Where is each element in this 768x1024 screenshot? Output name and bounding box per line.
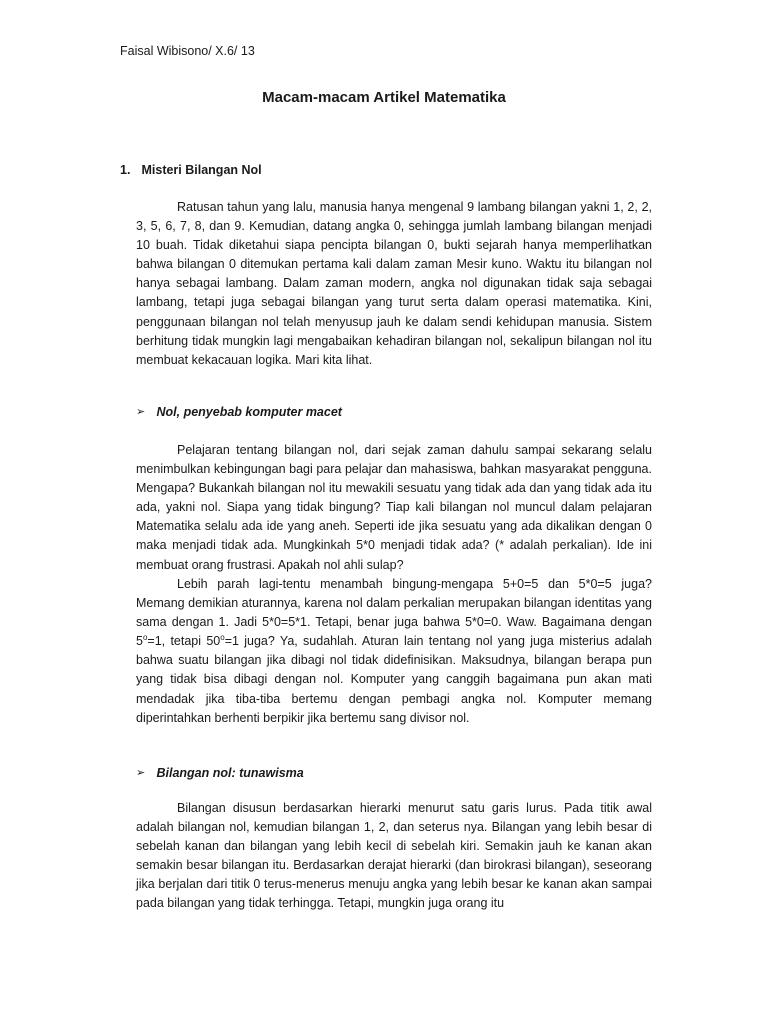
arrow-bullet-icon: ➢	[136, 767, 146, 779]
paragraph-lebih-parah	[136, 575, 652, 728]
paragraph-text: =1, tetapi 50	[147, 634, 221, 649]
subheading-label: Bilangan nol: tunawisma	[156, 766, 304, 780]
intro-paragraph: Ratusan tahun yang lalu, manusia hanya mengenal 9 lambang bilangan yakni 1, 2, 2, 3, 5, 6, 7, 8, dan 9. Kemudian, datang angka 0, sehingga jumlah lambang bilangan menjadi 10 buah. Tidak diketahui siapa pencipta bilangan 0, bukti sejarah hanya memperlihatkan bahwa bilangan 0 ditemukan pertama kali dalam zaman Mesir kuno. Waktu itu bilangan nol hanya sebagai lambang. Dalam zaman modern, angka nol digunakan tidak saja sebagai lambang, tetapi juga sebagai bilangan yang turut serta dalam operasi matematika. Kini, penggunaan bilangan nol telah menyusup jauh ke dalam sendi kehidupan manusia. Sistem berhitung tidak mungkin lagi mengabaikan kehadiran bilangan nol, sekalipun bilangan nol itu membuat kekacauan logika. Mari kita lihat.	[136, 200, 652, 367]
paragraph-text: =1 juga? Ya, sudahlah. Aturan lain tentang nol yang juga misterius adalah bahwa suatu bilangan jika dibagi nol tidak didefinisikan. Maksudnya, bilangan berapa pun yang tidak bisa dibagi dengan nol. Komputer yang canggih bagaimana pun akan mati mendadak jika tiba-tiba bertemu dengan pembagi angka nol. Komputer memang diperintahkan berhenti berpikir jika bertemu sang divisor nol.	[136, 634, 652, 725]
arrow-bullet-icon: ➢	[136, 406, 146, 418]
subheading-label: Nol, penyebab komputer macet	[156, 405, 342, 419]
subheading-komputer-macet	[136, 405, 342, 419]
document-title: Macam-macam Artikel Matematika	[262, 89, 506, 106]
section-number: 1.	[120, 163, 131, 177]
paragraph-text: Lebih parah lagi-tentu menambah bingung-mengapa 5+0=5 dan 5*0=5 juga? Memang demikian aturannya, karena nol dalam perkalian merupakan bilangan identitas yang sama dengan 1. Jadi 5*0=5*1. Tetapi, benar juga bahwa 5*0=0. Waw. Bagaimana dengan 5	[136, 577, 652, 649]
section-heading	[120, 163, 262, 177]
paragraph-kebingungan: Pelajaran tentang bilangan nol, dari sejak zaman dahulu sampai sekarang selalu menimbulkan kebingungan bagi para pelajar dan mahasiswa, bahkan masyarakat pengguna. Mengapa? Bukankah bilangan nol itu mewakili sesuatu yang tidak ada dan yang tidak ada itu ada, yakni nol. Siapa yang tidak bingung? Tiap kali bilangan nol muncul dalam pelajaran Matematika selalu ada ide yang aneh. Seperti ide jika sesuatu yang ada dikalikan dengan 0 maka menjadi tidak ada. Mungkinkah 5*0 menjadi tidak ada? (* adalah perkalian). Ide ini membuat orang frustrasi. Apakah nol ahli sulap?	[136, 443, 652, 572]
paragraph-hierarki: Bilangan disusun berdasarkan hierarki menurut satu garis lurus. Pada titik awal adalah bilangan nol, kemudian bilangan 1, 2, dan seterus nya. Bilangan yang lebih besar di sebelah kanan dan bilangan yang lebih kecil di sebelah kiri. Semakin jauh ke kanan akan semakin besar bilangan itu. Berdasarkan derajat hierarki (dan birokrasi bilangan), seseorang jika berjalan dari titik 0 terus-menerus menuju angka yang lebih besar ke kanan akan sampai pada bilangan yang tidak terhingga. Tetapi, mungkin juga orang itu	[136, 801, 652, 911]
subheading-tunawisma	[136, 766, 304, 780]
author-header: Faisal Wibisono/ X.6/ 13	[120, 44, 255, 58]
superscript: o	[142, 633, 148, 643]
section-title: Misteri Bilangan Nol	[141, 163, 262, 177]
superscript: o	[220, 633, 225, 643]
